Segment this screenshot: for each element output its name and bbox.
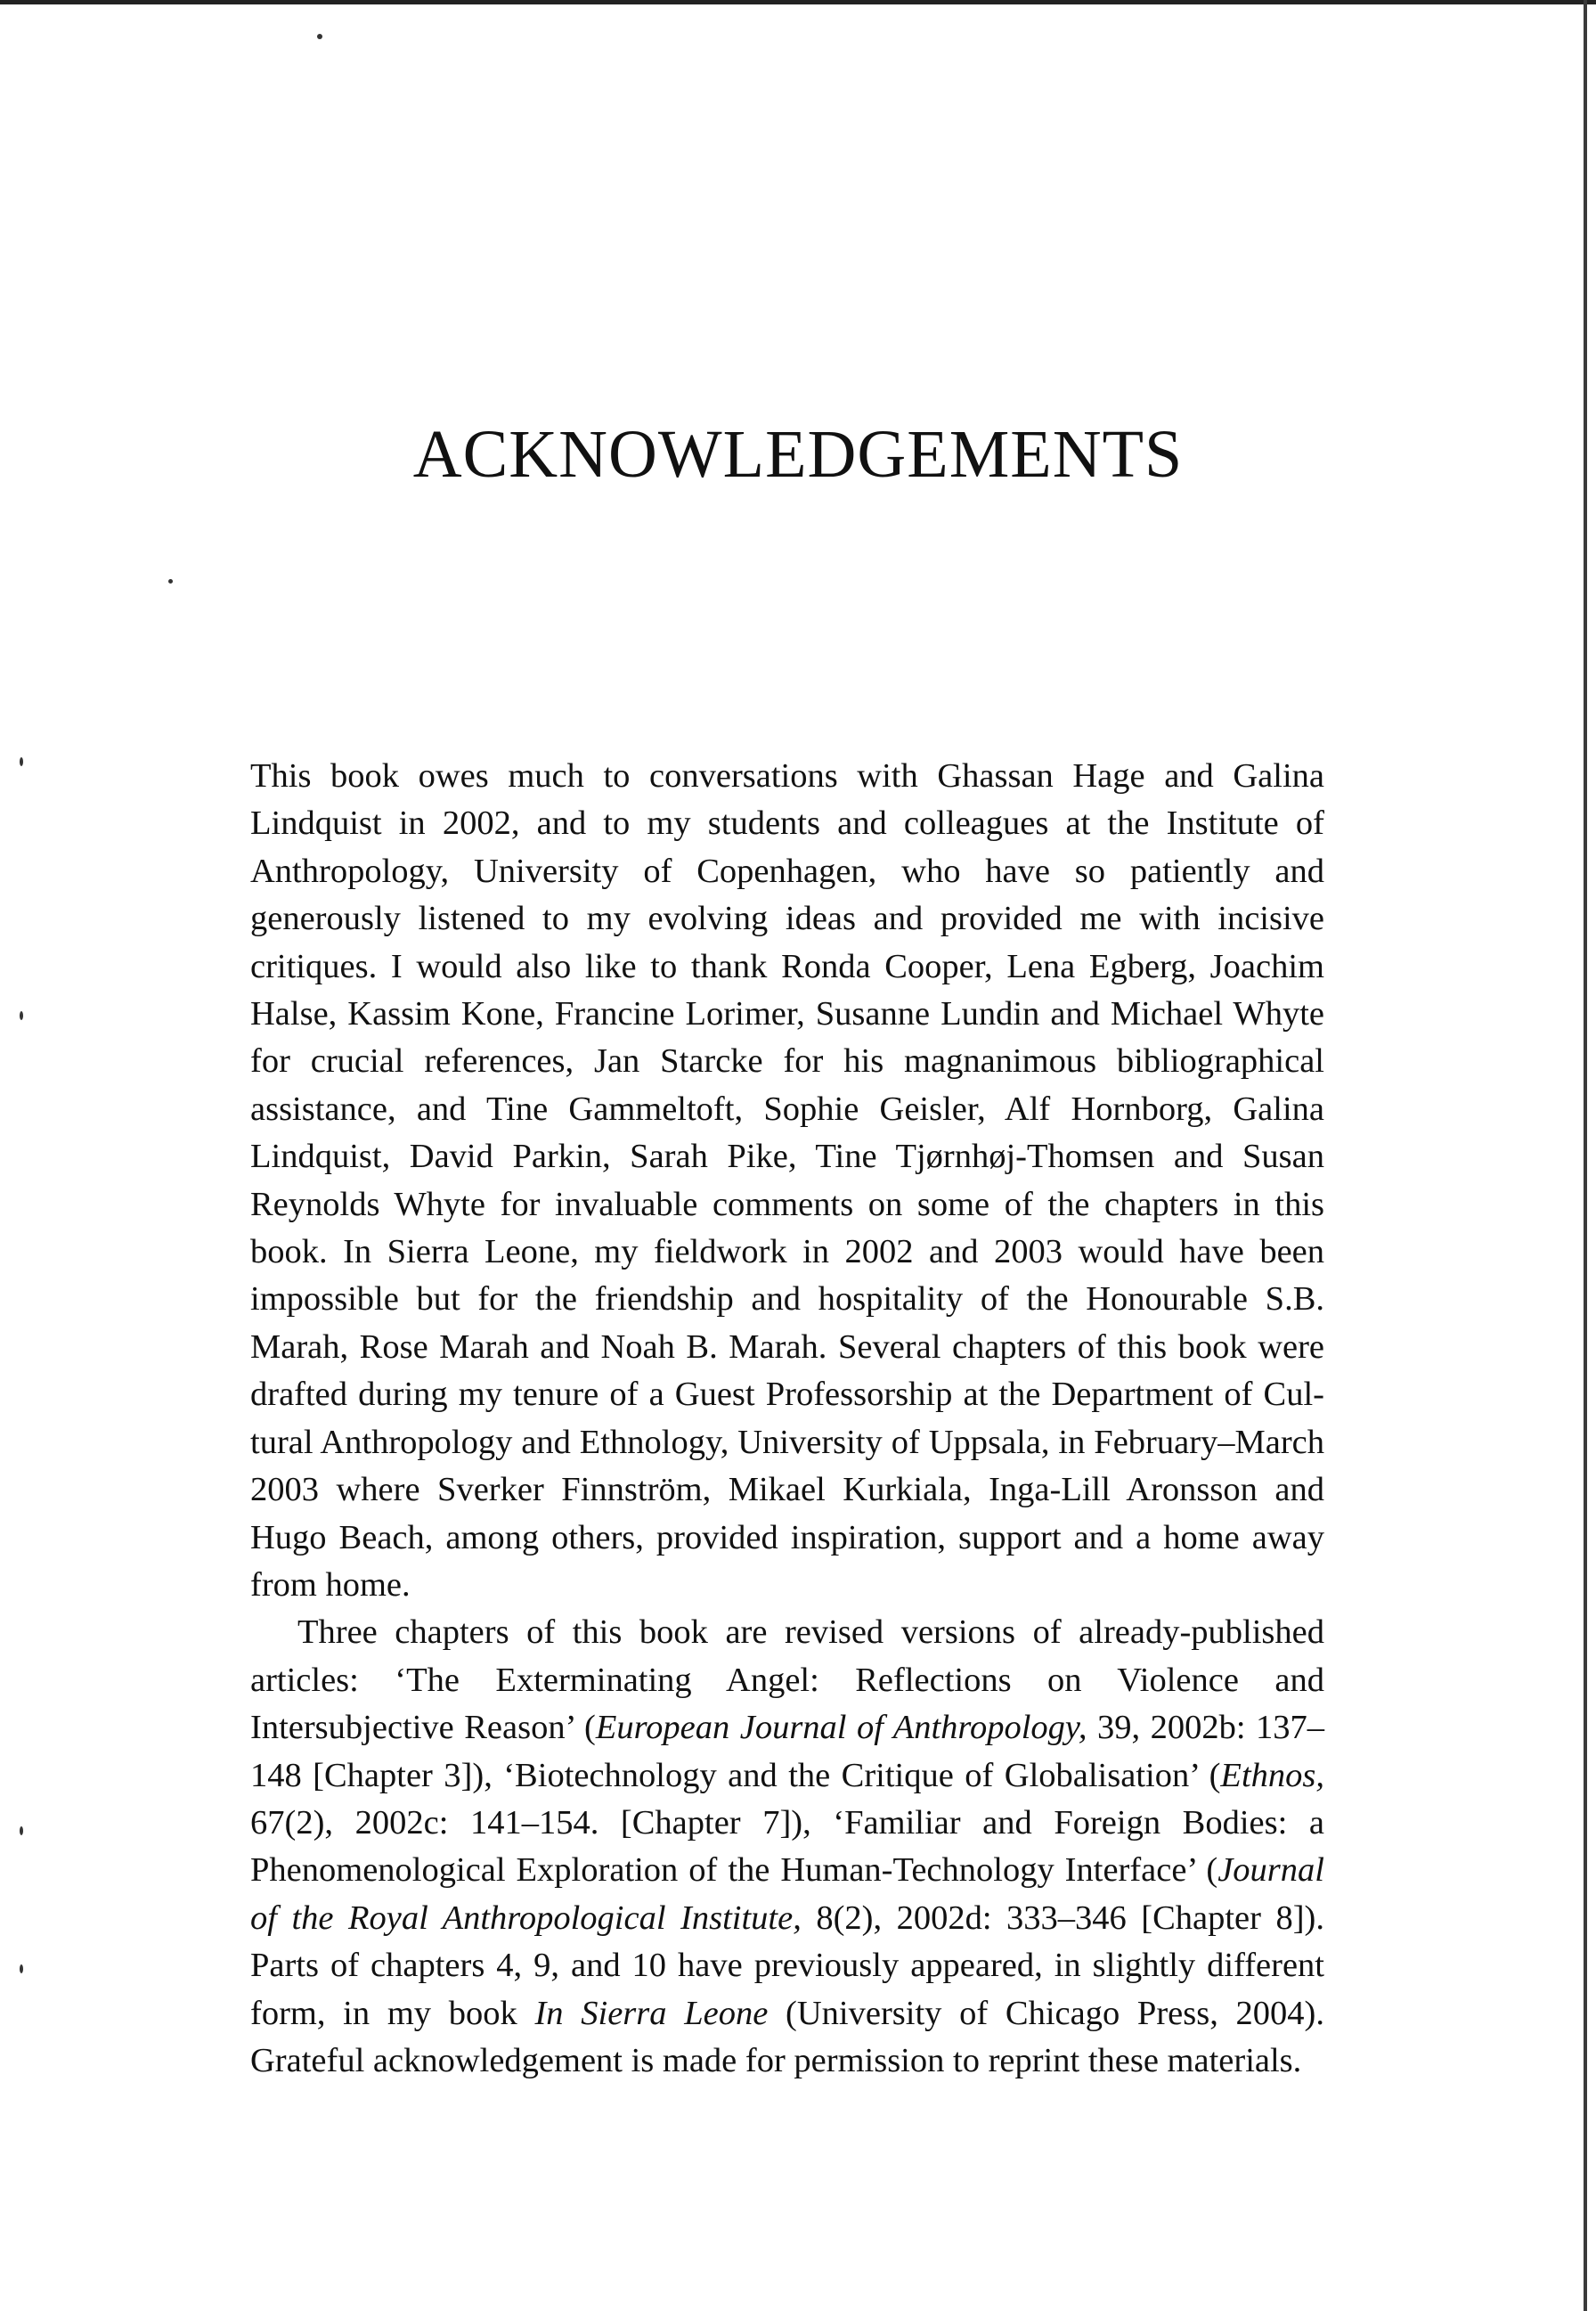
scan-speck (20, 757, 23, 766)
journal-title: European Journal of Anthropology, (595, 1709, 1087, 1747)
text-run: 39, 2002b: 137–148 [Chapter 3]), ‘Biotechnology and the Critique of Globalisation’ ( (250, 1709, 1324, 1794)
scan-edge-top (0, 0, 1596, 4)
journal-title: Ethnos, (1220, 1756, 1324, 1794)
text-run: 67(2), 2002c: 141–154. [Chapter 7]), ‘Familiar and Foreign Bodies: a Phenomenological Exploration of the Human-Technology Interface’ ( (250, 1803, 1324, 1890)
scan-edge-right (1584, 0, 1587, 2311)
scan-speck (168, 579, 173, 584)
scan-speck (317, 34, 322, 39)
body-text (250, 753, 1324, 2085)
text-run: This book owes much to conversations with Ghassan Hage and Galina Lindquist in 2002, and to my students and colleagues at the Institute of Anthropology, University of Copenhagen, who have so patiently and generously listened to my evolving ideas and provided me with incisive critiques. I would also like to thank Ronda Cooper, Lena Egberg, Joachim Halse, Kassim Kone, Francine Lorimer, Susanne Lundin and Michael Whyte for crucial references, Jan Starcke for his magnanimous bibliographical assistance, and Tine Gammeltoft, Sophie Geisler, Alf Hornborg, Galina Lindquist, David Parkin, Sarah Pike, Tine Tjørnhøj-Thomsen and Susan Reynolds Whyte for invaluable comments on some of the chapters in this book. In Sierra Leone, my fieldwork in 2002 and 2003 would have been impossible but for the friendship and hospitality of the Honourable S.B. Marah, Rose Marah and Noah B. Marah. Several chapters of this book were drafted during my tenure of a Guest Professorship at the Department of Cultural Anthropology and Ethnology, University of Uppsala, in February–March 2003 where Sverker Finnström, Mikael Kurkiala, Inga-Lill Aronsson and Hugo Beach, among others, provided inspiration, support and a home away from home. (250, 757, 1324, 1604)
page-title: ACKNOWLEDGEMENTS (412, 417, 1184, 492)
scan-speck (20, 1826, 23, 1835)
text-run: 8(2), 2002d: 333–346 [Chapter 8]). Parts of chapters 4, 9, and 10 have previously appeared, in slightly different form, in my book (250, 1899, 1324, 2032)
journal-title: Journal of the Royal Anthropological Institute, (250, 1851, 1324, 1937)
text-run: (University of Chicago Press, 2004). Grateful acknowledgement is made for permission to reprint these materials. (250, 1994, 1324, 2079)
scan-speck (20, 1011, 23, 1020)
book-title: In Sierra Leone (534, 1994, 769, 2032)
paragraph (250, 1609, 1324, 2085)
paragraph (250, 753, 1324, 1609)
text-run: Three chapters of this book are revised versions of already-published articles: ‘The Exterminating Angel: Reflections on Violence and Intersubjective Reason’ ( (250, 1613, 1324, 1747)
scan-speck (20, 1964, 23, 1973)
